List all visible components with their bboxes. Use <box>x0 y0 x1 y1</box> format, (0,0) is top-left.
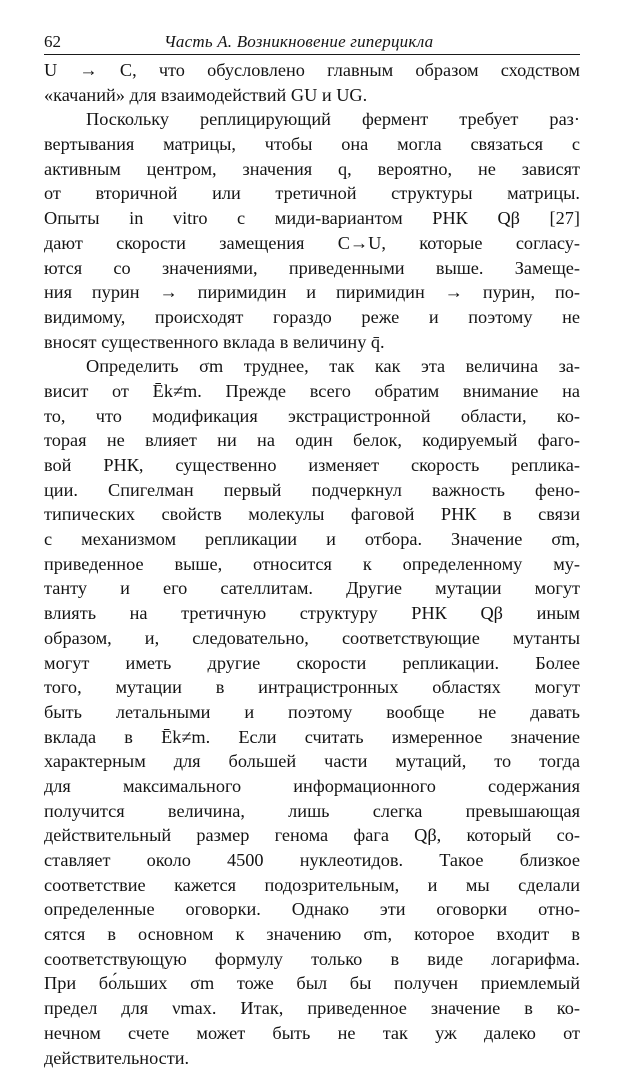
text-line: Опыты in vitro с миди-вариантом РНК Qβ [27] <box>44 206 580 231</box>
text-line: быть летальными и поэтому вообще не давать <box>44 700 580 725</box>
paragraph <box>44 58 580 107</box>
text-line: определенные оговорки. Однако эти оговорки отно- <box>44 897 580 922</box>
book-page <box>44 30 580 54</box>
text-line: дают скорости замещения C→U, которые согласу- <box>44 231 580 256</box>
text-line: вносят существенного вклада в величину q̄. <box>44 330 580 355</box>
text-line: Определить σm труднее, так как эта величина за- <box>44 354 580 379</box>
text-line: «качаний» для взаимодействий GU и UG. <box>44 83 580 108</box>
text-line: действительности. <box>44 1046 580 1070</box>
text-line: от вторичной или третичной структуры матрицы. <box>44 181 580 206</box>
text-line: вертывания матрицы, чтобы она могла связаться с <box>44 132 580 157</box>
text-line: Поскольку реплицирующий фермент требует раз· <box>44 107 580 132</box>
text-line: висит от Ēk≠m. Прежде всего обратим внимание на <box>44 379 580 404</box>
text-line: образом, и, следовательно, соответствующие мутанты <box>44 626 580 651</box>
text-line: вой РНК, существенно изменяет скорость реплика- <box>44 453 580 478</box>
text-line: предел для νmax. Итак, приведенное значение в ко- <box>44 996 580 1021</box>
text-line: торая не влияет ни на один белок, кодируемый фаго- <box>44 428 580 453</box>
text-line: вклада в Ēk≠m. Если считать измеренное значение <box>44 725 580 750</box>
header-rule <box>44 54 580 55</box>
text-line: могут иметь другие скорости репликации. Более <box>44 651 580 676</box>
text-line: того, мутации в интрацистронных областях могут <box>44 675 580 700</box>
body-text <box>44 58 580 1070</box>
text-line: танту и его сателлитам. Другие мутации могут <box>44 576 580 601</box>
text-line: получится величина, лишь слегка превышающая <box>44 799 580 824</box>
text-line: U → C, что обусловлено главным образом сходством <box>44 58 580 83</box>
text-line: ции. Спигелман первый подчеркнул важность фено- <box>44 478 580 503</box>
text-line: действительный размер генома фага Qβ, который со- <box>44 823 580 848</box>
page-header <box>44 30 580 54</box>
running-title: Часть А. Возникновение гиперцикла <box>164 32 433 52</box>
text-line: активным центром, значения q, вероятно, не зависят <box>44 157 580 182</box>
text-line: приведенное выше, относится к определенному му- <box>44 552 580 577</box>
paragraph <box>44 354 580 1070</box>
text-line: При бо́льших σm тоже был бы получен приемлемый <box>44 971 580 996</box>
text-line: для максимального информационного содержания <box>44 774 580 799</box>
text-line: то, что модификация экстрацистронной области, ко- <box>44 404 580 429</box>
text-line: с механизмом репликации и отбора. Значение σm, <box>44 527 580 552</box>
text-line: ются со значениями, приведенными выше. Замеще- <box>44 256 580 281</box>
page-number: 62 <box>44 32 61 52</box>
text-line: сятся в основном к значению σm, которое входит в <box>44 922 580 947</box>
text-line: видимому, происходят гораздо реже и поэтому не <box>44 305 580 330</box>
text-line: ставляет около 4500 нуклеотидов. Такое близкое <box>44 848 580 873</box>
text-line: нечном счете может быть не так уж далеко от <box>44 1021 580 1046</box>
text-line: влиять на третичную структуру РНК Qβ иным <box>44 601 580 626</box>
text-line: соответствие кажется подозрительным, и мы сделали <box>44 873 580 898</box>
text-line: соответствующую формулу только в виде логарифма. <box>44 947 580 972</box>
text-line: характерным для большей части мутаций, то тогда <box>44 749 580 774</box>
paragraph <box>44 107 580 354</box>
text-line: типических свойств молекулы фаговой РНК в связи <box>44 502 580 527</box>
text-line: ния пурин → пиримидин и пиримидин → пурин, по- <box>44 280 580 305</box>
